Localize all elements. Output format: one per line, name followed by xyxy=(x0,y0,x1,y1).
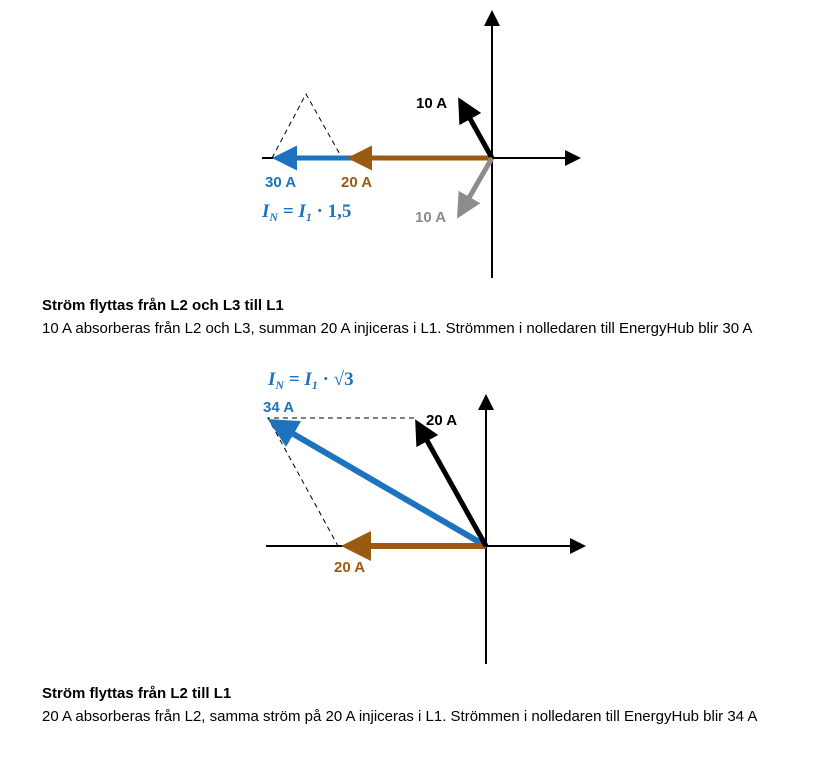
label-20a: 20 A xyxy=(341,174,373,191)
formula-1: $I_N = I_1 \cdot 1,5$ xyxy=(262,201,352,224)
section-body: 20 A absorberas från L2, samma ström på 20 A injiceras i L1. Strömmen i nolledaren till EnergyHub blir 34 A xyxy=(42,708,758,725)
section-heading: Ström flyttas från L2 till L1 xyxy=(42,685,232,702)
dashed-construction xyxy=(272,94,342,158)
vector-10a-up xyxy=(463,106,492,158)
section-l2-to-l1 xyxy=(42,684,802,728)
phasor-diagram-1 xyxy=(0,0,820,290)
section-body: 10 A absorberas från L2 och L3, summan 20 A injiceras i L1. Strömmen i nolledaren till EnergyHub blir 30 A xyxy=(42,320,753,337)
label-20a-black: 20 A xyxy=(426,412,458,429)
label-20a-brown: 20 A xyxy=(334,559,366,576)
label-10a-up: 10 A xyxy=(416,95,448,112)
label-30a: 30 A xyxy=(265,174,297,191)
label-10a-down: 10 A xyxy=(415,209,447,226)
label-34a: 34 A xyxy=(263,399,295,416)
section-heading: Ström flyttas från L2 och L3 till L1 xyxy=(42,297,284,314)
section-l2-l3-to-l1 xyxy=(42,296,802,340)
phasor-diagram-2 xyxy=(0,365,820,675)
vector-10a-down xyxy=(462,158,492,210)
formula-2: $I_N = I_1 \cdot √3$ xyxy=(268,369,354,392)
dashed-construction xyxy=(268,418,414,546)
